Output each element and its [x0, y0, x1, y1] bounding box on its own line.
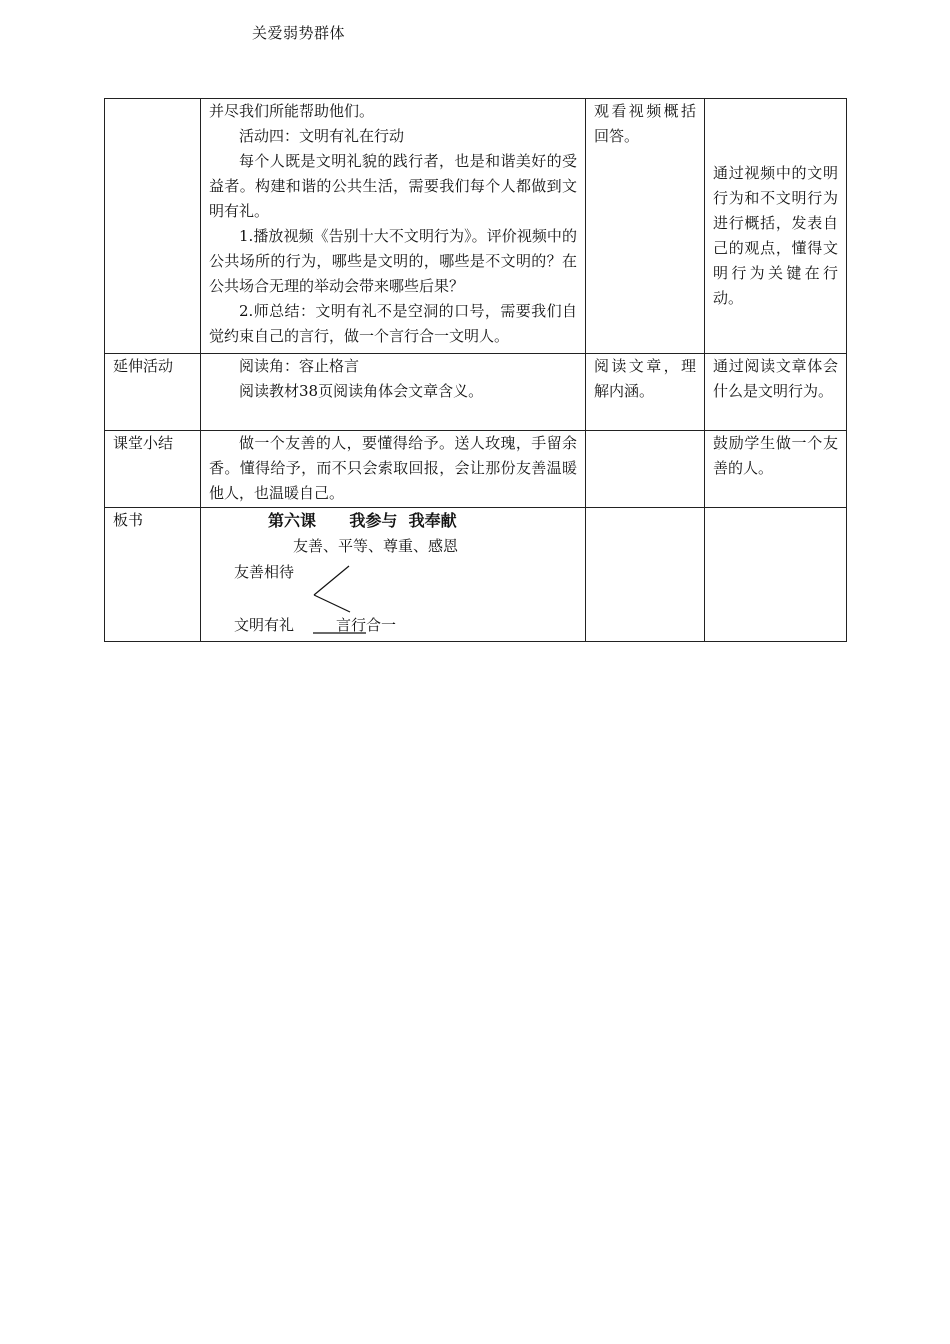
page-header-title: 关爱弱势群体 — [252, 24, 346, 42]
design-intent-cell — [705, 431, 847, 508]
row-label-blackboard: 板书 — [113, 511, 144, 529]
row-label-cell — [105, 431, 201, 508]
student-activity-cell — [586, 354, 705, 431]
row-label-cell — [105, 508, 201, 642]
table-row-summary — [105, 431, 847, 508]
table-row-activity-four — [105, 99, 847, 354]
extension-heading: 阅读角：容止格言 — [239, 357, 360, 375]
teacher-activity-cell — [201, 99, 586, 354]
student-activity-text: 阅读文章，理解内涵。 — [594, 357, 696, 400]
row-label-extension: 延伸活动 — [113, 357, 174, 375]
lesson-plan-table — [104, 98, 847, 642]
design-intent-cell — [705, 508, 847, 642]
blackboard-title: 第六课 我参与 我奉献 — [268, 511, 457, 530]
activity-four-step-2: 2.师总结：文明有礼不是空洞的口号，需要我们自觉约束自己的言行，做一个言行合一文明人。 — [209, 302, 577, 345]
activity-four-intro: 每个人既是文明礼貌的践行者，也是和谐美好的受益者。构建和谐的公共生活，需要我们每个人都做到文明有礼。 — [209, 152, 577, 220]
extension-text: 阅读教材38页阅读角体会文章含义。 — [239, 382, 484, 400]
student-activity-cell — [586, 431, 705, 508]
table-row-extension — [105, 354, 847, 431]
design-intent-text: 鼓励学生做一个友善的人。 — [713, 434, 838, 477]
blackboard-subtitle: 友善、平等、尊重、感恩 — [293, 537, 459, 555]
blackboard-branch-civil: 文明有礼 — [234, 616, 295, 634]
design-intent-text: 通过阅读文章体会什么是文明行为。 — [713, 357, 838, 400]
paragraph-continued: 并尽我们所能帮助他们。 — [209, 102, 375, 120]
blackboard-cell — [201, 508, 586, 642]
design-intent-cell — [705, 99, 847, 354]
activity-four-heading: 活动四：文明有礼在行动 — [239, 127, 405, 145]
student-activity-cell — [586, 99, 705, 354]
table-row-blackboard — [105, 508, 847, 642]
design-intent-text: 通过视频中的文明行为和不文明行为进行概括，发表自己的观点，懂得文明行为关键在行动。 — [713, 164, 838, 307]
connector-lower — [314, 595, 350, 612]
activity-four-step-1: 1.播放视频《告别十大不文明行为》。评价视频中的公共场所的行为，哪些是文明的，哪些是不文明的？在公共场合无理的举动会带来哪些后果？ — [209, 227, 577, 295]
row-label-cell — [105, 354, 201, 431]
student-activity-cell — [586, 508, 705, 642]
blackboard-result: 言行合一 — [336, 616, 397, 634]
summary-text: 做一个友善的人，要懂得给予。送人玫瑰，手留余香。懂得给予，而不只会索取回报，会让那份友善温暖他人，也温暖自己。 — [209, 434, 577, 502]
student-activity-text: 观看视频概括回答。 — [594, 102, 696, 145]
design-intent-cell — [705, 354, 847, 431]
row-label-summary: 课堂小结 — [113, 434, 174, 452]
teacher-activity-cell — [201, 354, 586, 431]
teacher-activity-cell — [201, 431, 586, 508]
row-label-cell — [105, 99, 201, 354]
connector-upper — [314, 566, 349, 595]
blackboard-branch-friendly: 友善相待 — [234, 563, 295, 581]
blackboard-diagram — [201, 508, 585, 641]
